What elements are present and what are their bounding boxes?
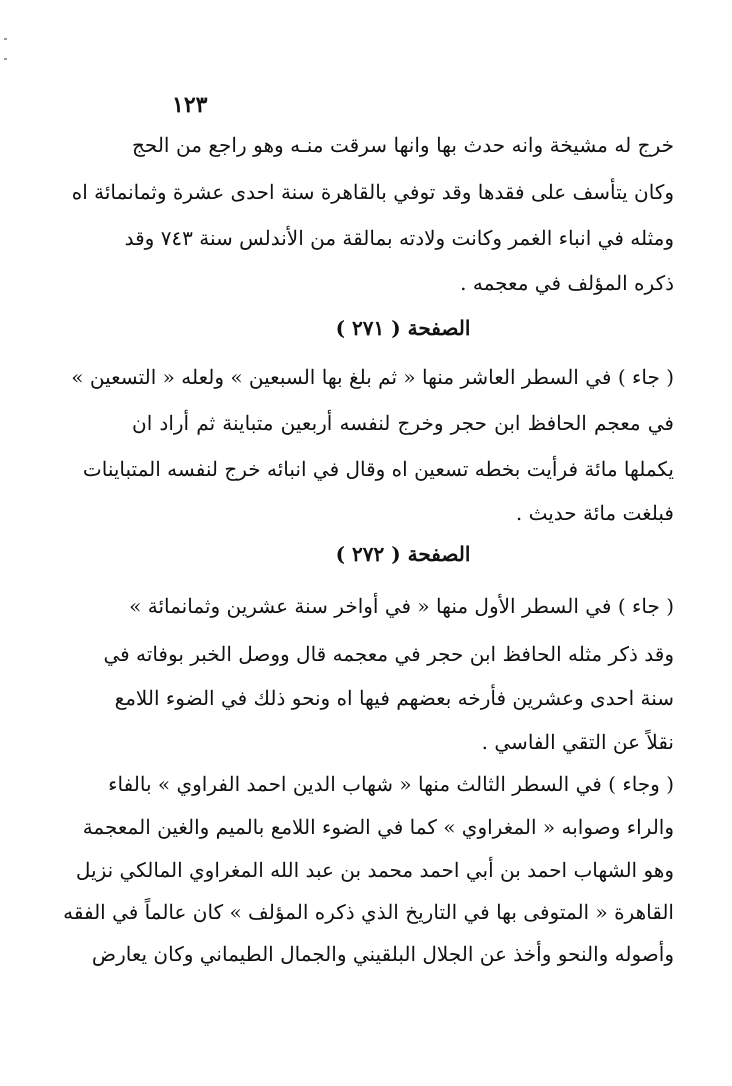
text-line: ذكره المؤلف في معجمه . (460, 271, 674, 295)
text-line: يكملها مائة فرأيت بخطه تسعين اه وقال في انبائه خرج لنفسه المتباينات (82, 457, 674, 481)
scan-mark (4, 58, 7, 60)
text-line: وكان يتأسف على فقدها وقد توفي بالقاهرة سنة احدى عشرة وثمانمائة اه (71, 180, 674, 204)
text-line: ( جاء ) في السطر الأول منها « في أواخر سنة عشرين وثمانمائة » (129, 594, 674, 618)
text-line: فبلغت مائة حديث . (515, 501, 674, 525)
text-line: في معجم الحافظ ابن حجر وخرج لنفسه أربعين متباينة ثم أراد ان (132, 411, 674, 435)
text-line: خرج له مشيخة وانه حدث بها وانها سرقت منـه وهو راجع من الحج (132, 133, 674, 157)
scan-mark (4, 38, 7, 40)
text-line: سنة احدى وعشرين فأرخه بعضهم فيها اه ونحو ذلك في الضوء اللامع (114, 686, 674, 710)
text-line: وقد ذكر مثله الحافظ ابن حجر في معجمه قال ووصل الخبر بوفاته في (103, 642, 674, 666)
text-line: وهو الشهاب احمد بن أبي احمد محمد بن عبد الله المغراوي المالكي نزيل (75, 858, 674, 882)
text-line: ( جاء ) في السطر العاشر منها « ثم بلغ بها السبعين » ولعله « التسعين » (71, 365, 674, 389)
text-line: ( وجاء ) في السطر الثالث منها « شهاب الدين احمد الفراوي » بالفاء (108, 772, 674, 796)
text-line: والراء وصوابه « المغراوي » كما في الضوء اللامع بالميم والغين المعجمة (82, 815, 674, 839)
section-heading: الصفحة ( ٢٧٢ ) (335, 542, 471, 566)
page-number: ١٢٣ (172, 92, 208, 118)
text-line: القاهرة « المتوفى بها في التاريخ الذي ذكره المؤلف » كان عالماً في الفقه (63, 900, 674, 924)
section-heading: الصفحة ( ٢٧١ ) (335, 316, 471, 340)
text-line: ومثله في انباء الغمر وكانت ولادته بمالقة من الأندلس سنة ٧٤٣ وقد (124, 226, 674, 250)
text-line: وأصوله والنحو وأخذ عن الجلال البلقيني والجمال الطيماني وكان يعارض (91, 942, 674, 966)
text-line: نقلاً عن التقي الفاسي . (481, 730, 674, 754)
